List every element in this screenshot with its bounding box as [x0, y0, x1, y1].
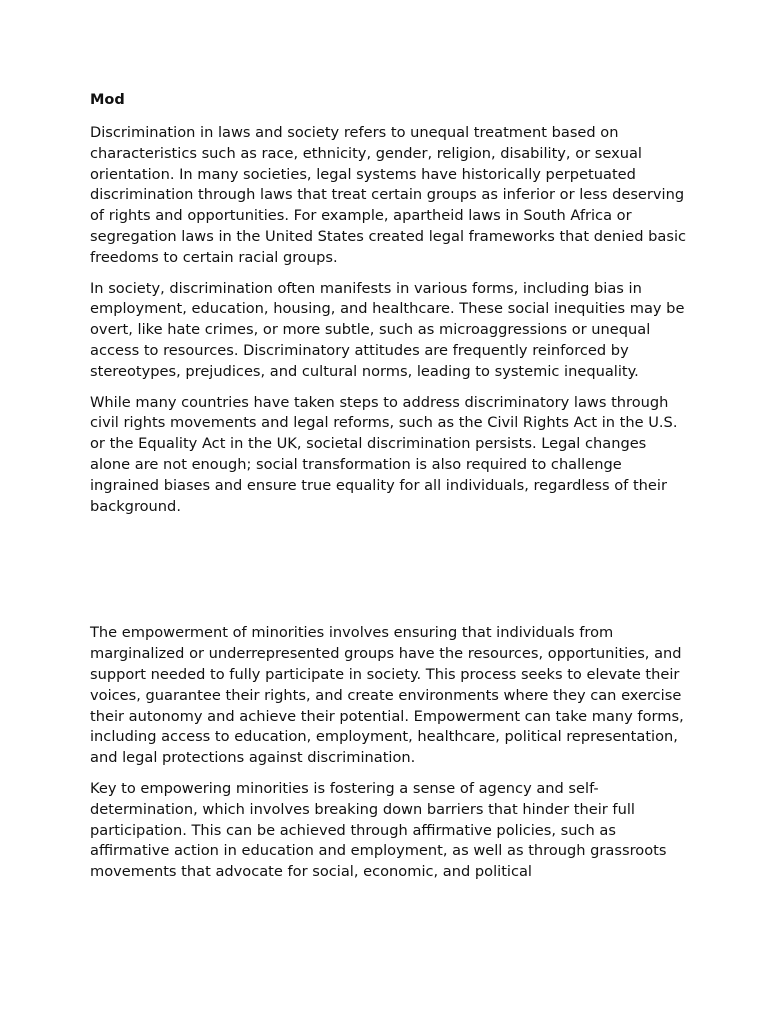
paragraph-empowerment-definition: The empowerment of minorities involves ensuring that individuals from marginalized or underrepresented groups have the resources, opportunities, and support needed to fully participate in society. This process seeks to elevate their voices, guarantee their rights, and create environments where they can exercise their autonomy and achieve their potential. Empowerment can take many forms, including access to education, employment, healthcare, political representation, and legal protections against discrimination. [90, 624, 684, 767]
paragraph-discrimination-definition: Discrimination in laws and society refers to unequal treatment based on characteristics such as race, ethnicity, gender, religion, disability, or sexual orientation. In many societies, legal systems have historically perpetuated discrimination through laws that treat certain groups as inferior or less deserving of rights and opportunities. For example, apartheid laws in South Africa or segregation laws in the United States created legal frameworks that denied basic freedoms to certain racial groups. [90, 124, 687, 266]
document-page [90, 90, 688, 893]
document-title: Mod [90, 92, 125, 108]
paragraph-empowerment-agency: Key to empowering minorities is fostering a sense of agency and self-determination, which involves breaking down barriers that hinder their full participation. This can be achieved through affirmative policies, such as affirmative action in education and employment, as well as through grassroots movements that advocate for social, economic, and political [90, 779, 667, 881]
paragraph-legal-reforms: While many countries have taken steps to address discriminatory laws through civil rights movements and legal reforms, such as the Civil Rights Act in the U.S. or the Equality Act in the UK, societal discrimination persists. Legal changes alone are not enough; social transformation is also required to challenge ingrained biases and ensure true equality for all individuals, regardless of their background. [90, 393, 678, 515]
paragraph-social-discrimination: In society, discrimination often manifests in various forms, including bias in employment, education, housing, and healthcare. These social inequities may be overt, like hate crimes, or more subtle, such as microaggressions or unequal access to resources. Discriminatory attitudes are frequently reinforced by stereotypes, prejudices, and cultural norms, leading to systemic inequality. [90, 279, 685, 380]
section-gap [90, 527, 688, 623]
